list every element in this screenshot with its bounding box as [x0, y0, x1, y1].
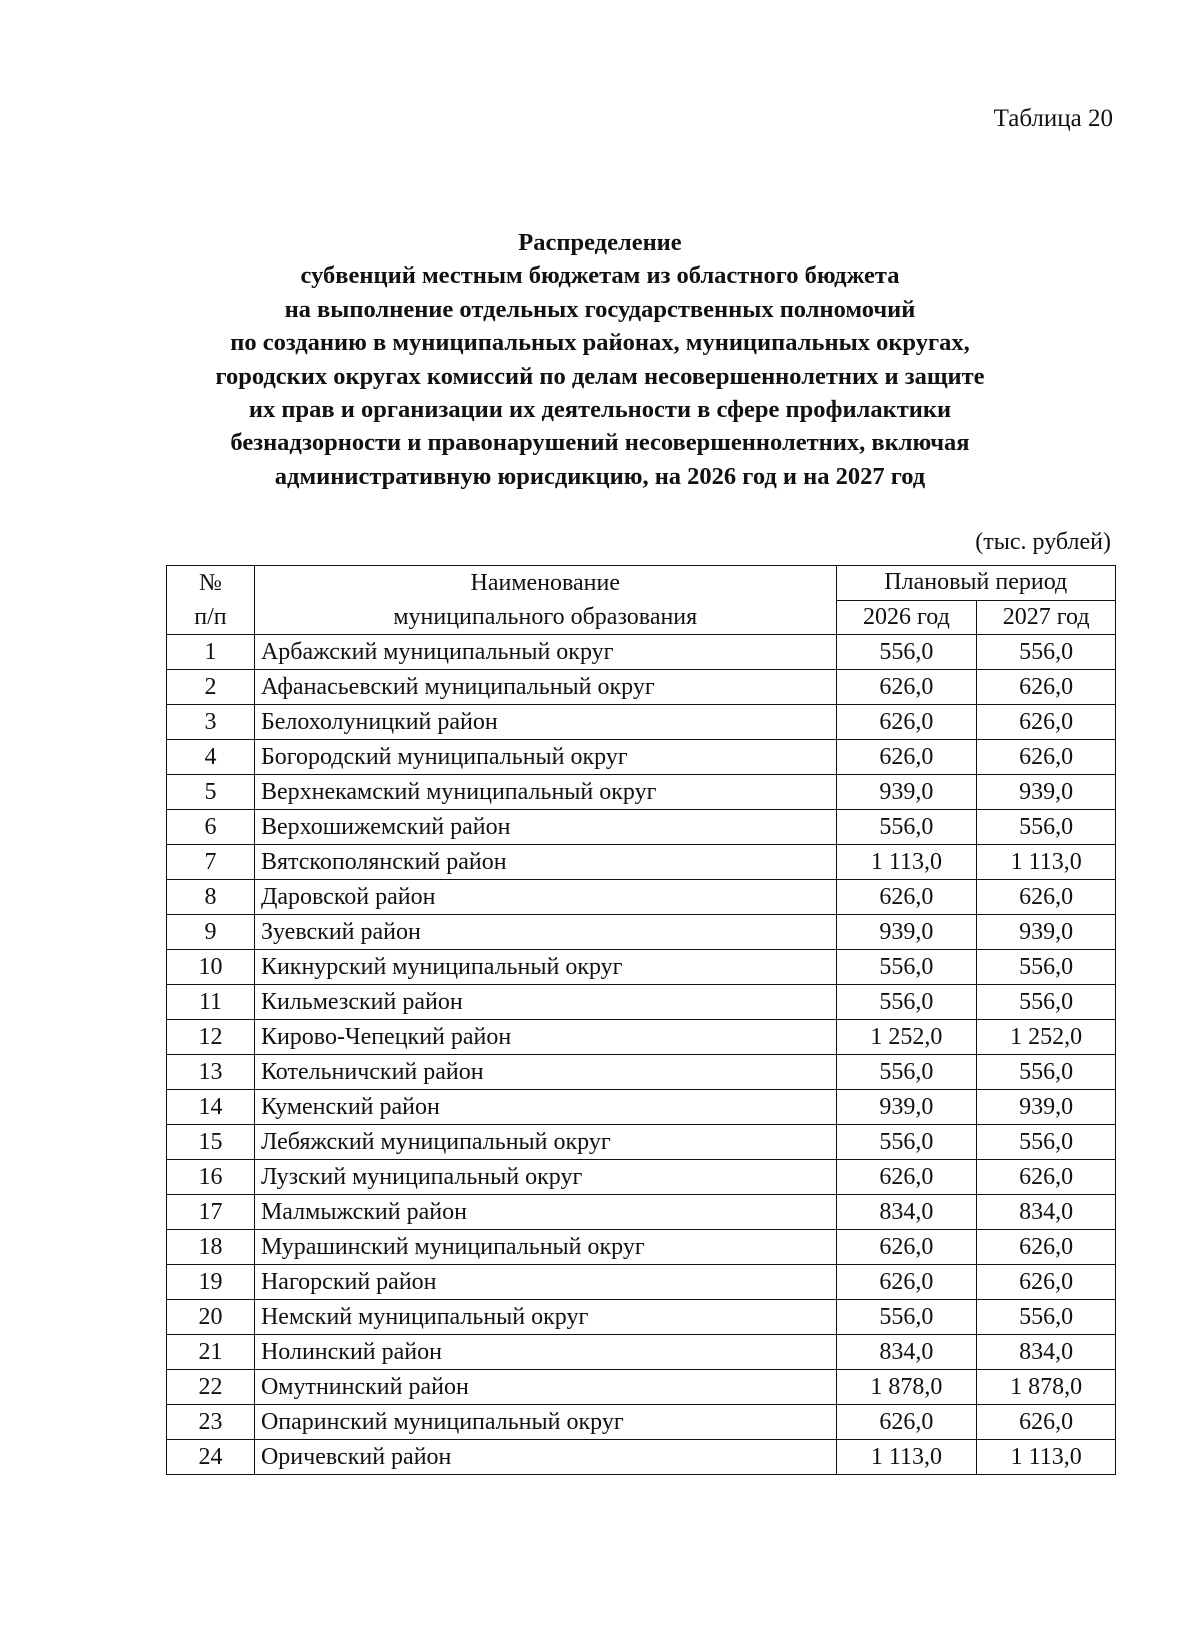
value-2027: 626,0	[977, 880, 1116, 915]
row-number: 8	[167, 880, 255, 915]
units-note: (тыс. рублей)	[975, 529, 1111, 555]
row-number: 21	[167, 1335, 255, 1370]
row-number: 18	[167, 1230, 255, 1265]
value-2026: 556,0	[836, 810, 977, 845]
table-row	[167, 1370, 1116, 1405]
value-2027: 626,0	[977, 740, 1116, 775]
title-line: их прав и организации их деятельности в сфере профилактики	[248, 396, 952, 424]
header-year-2026: 2026 год	[836, 600, 977, 635]
value-2026: 939,0	[836, 1090, 977, 1125]
value-2026: 1 878,0	[836, 1370, 977, 1405]
table-row	[167, 1440, 1116, 1475]
table-row	[167, 1265, 1116, 1300]
row-number: 20	[167, 1300, 255, 1335]
table-row	[167, 1230, 1116, 1265]
table-number-label: Таблица 20	[993, 105, 1113, 132]
value-2027: 834,0	[977, 1195, 1116, 1230]
municipality-name: Кильмезский район	[254, 985, 836, 1020]
municipality-name: Нолинский район	[254, 1335, 836, 1370]
table-row	[167, 1405, 1116, 1440]
header-name	[254, 566, 836, 635]
value-2027: 1 113,0	[977, 1440, 1116, 1475]
row-number: 13	[167, 1055, 255, 1090]
row-number: 12	[167, 1020, 255, 1055]
municipality-name: Нагорский район	[254, 1265, 836, 1300]
value-2026: 939,0	[836, 915, 977, 950]
value-2026: 556,0	[836, 985, 977, 1020]
title-line: безнадзорности и правонарушений несовершеннолетних, включая	[230, 429, 970, 457]
value-2027: 939,0	[977, 775, 1116, 810]
row-number: 23	[167, 1405, 255, 1440]
table-row	[167, 1160, 1116, 1195]
row-number: 6	[167, 810, 255, 845]
value-2026: 939,0	[836, 775, 977, 810]
municipality-name: Зуевский район	[254, 915, 836, 950]
value-2026: 556,0	[836, 635, 977, 670]
municipality-name: Немский муниципальный округ	[254, 1300, 836, 1335]
value-2026: 556,0	[836, 1055, 977, 1090]
municipality-name: Афанасьевский муниципальный округ	[254, 670, 836, 705]
value-2027: 834,0	[977, 1335, 1116, 1370]
header-number-line2: п/п	[194, 604, 227, 630]
value-2027: 626,0	[977, 1160, 1116, 1195]
value-2027: 556,0	[977, 1055, 1116, 1090]
title-line: на выполнение отдельных государственных полномочий	[284, 295, 916, 323]
row-number: 14	[167, 1090, 255, 1125]
value-2027: 626,0	[977, 705, 1116, 740]
table-row	[167, 1090, 1116, 1125]
table-row	[167, 1125, 1116, 1160]
municipality-name: Даровской район	[254, 880, 836, 915]
value-2027: 556,0	[977, 985, 1116, 1020]
row-number: 4	[167, 740, 255, 775]
table-row	[167, 880, 1116, 915]
value-2027: 626,0	[977, 1405, 1116, 1440]
row-number: 19	[167, 1265, 255, 1300]
row-number: 3	[167, 705, 255, 740]
title-line: по созданию в муниципальных районах, муниципальных округах,	[230, 329, 970, 357]
table-row	[167, 1300, 1116, 1335]
row-number: 10	[167, 950, 255, 985]
table-row	[167, 985, 1116, 1020]
municipality-name: Куменский район	[254, 1090, 836, 1125]
value-2027: 626,0	[977, 670, 1116, 705]
value-2026: 834,0	[836, 1195, 977, 1230]
municipality-name: Арбажский муниципальный округ	[254, 635, 836, 670]
value-2027: 939,0	[977, 1090, 1116, 1125]
municipality-name: Кикнурский муниципальный округ	[254, 950, 836, 985]
municipality-name: Верхнекамский муниципальный округ	[254, 775, 836, 810]
municipality-name: Омутнинский район	[254, 1370, 836, 1405]
title-line: административную юрисдикцию, на 2026 год и на 2027 год	[274, 462, 926, 490]
municipality-name: Кирово-Чепецкий район	[254, 1020, 836, 1055]
value-2026: 626,0	[836, 1160, 977, 1195]
row-number: 11	[167, 985, 255, 1020]
value-2026: 556,0	[836, 1125, 977, 1160]
row-number: 9	[167, 915, 255, 950]
document-title	[0, 226, 1200, 493]
value-2026: 1 252,0	[836, 1020, 977, 1055]
value-2027: 556,0	[977, 635, 1116, 670]
header-name-line1: Наименование	[470, 570, 621, 596]
municipality-name: Вятскополянский район	[254, 845, 836, 880]
row-number: 16	[167, 1160, 255, 1195]
municipality-name: Котельничский район	[254, 1055, 836, 1090]
value-2026: 626,0	[836, 1230, 977, 1265]
value-2027: 1 878,0	[977, 1370, 1116, 1405]
value-2026: 834,0	[836, 1335, 977, 1370]
table-row	[167, 1020, 1116, 1055]
value-2027: 626,0	[977, 1265, 1116, 1300]
value-2027: 626,0	[977, 1230, 1116, 1265]
value-2026: 626,0	[836, 705, 977, 740]
table-row	[167, 1195, 1116, 1230]
table-row	[167, 705, 1116, 740]
municipality-name: Лебяжский муниципальный округ	[254, 1125, 836, 1160]
value-2026: 626,0	[836, 670, 977, 705]
value-2026: 1 113,0	[836, 845, 977, 880]
table-row	[167, 1335, 1116, 1370]
subsidy-table	[166, 565, 1116, 1475]
header-number	[167, 566, 255, 635]
value-2026: 626,0	[836, 1265, 977, 1300]
value-2027: 556,0	[977, 1300, 1116, 1335]
row-number: 7	[167, 845, 255, 880]
value-2026: 626,0	[836, 740, 977, 775]
value-2027: 556,0	[977, 950, 1116, 985]
value-2026: 626,0	[836, 1405, 977, 1440]
table-row	[167, 740, 1116, 775]
municipality-name: Верхошижемский район	[254, 810, 836, 845]
title-line: Распределение	[518, 229, 682, 256]
header-period: Плановый период	[836, 566, 1115, 601]
table-row	[167, 1055, 1116, 1090]
title-line: городских округах комиссий по делам несовершеннолетних и защите	[215, 362, 985, 390]
municipality-name: Богородский муниципальный округ	[254, 740, 836, 775]
value-2026: 626,0	[836, 880, 977, 915]
value-2027: 1 113,0	[977, 845, 1116, 880]
municipality-name: Лузский муниципальный округ	[254, 1160, 836, 1195]
row-number: 15	[167, 1125, 255, 1160]
value-2026: 1 113,0	[836, 1440, 977, 1475]
table-row	[167, 950, 1116, 985]
table-row	[167, 810, 1116, 845]
table-row	[167, 670, 1116, 705]
row-number: 17	[167, 1195, 255, 1230]
municipality-name: Опаринский муниципальный округ	[254, 1405, 836, 1440]
table-row	[167, 775, 1116, 810]
title-line: субвенций местным бюджетам из областного бюджета	[300, 262, 900, 290]
row-number: 2	[167, 670, 255, 705]
row-number: 1	[167, 635, 255, 670]
row-number: 24	[167, 1440, 255, 1475]
table-row	[167, 845, 1116, 880]
table-row	[167, 915, 1116, 950]
header-name-line2: муниципального образования	[393, 604, 698, 630]
municipality-name: Мурашинский муниципальный округ	[254, 1230, 836, 1265]
header-year-2027: 2027 год	[977, 600, 1116, 635]
header-number-line1: №	[199, 570, 222, 596]
municipality-name: Малмыжский район	[254, 1195, 836, 1230]
municipality-name: Белохолуницкий район	[254, 705, 836, 740]
value-2027: 556,0	[977, 1125, 1116, 1160]
row-number: 5	[167, 775, 255, 810]
value-2026: 556,0	[836, 950, 977, 985]
row-number: 22	[167, 1370, 255, 1405]
value-2027: 556,0	[977, 810, 1116, 845]
header-row	[167, 566, 1116, 601]
value-2027: 1 252,0	[977, 1020, 1116, 1055]
table-row	[167, 635, 1116, 670]
value-2027: 939,0	[977, 915, 1116, 950]
municipality-name: Оричевский район	[254, 1440, 836, 1475]
value-2026: 556,0	[836, 1300, 977, 1335]
